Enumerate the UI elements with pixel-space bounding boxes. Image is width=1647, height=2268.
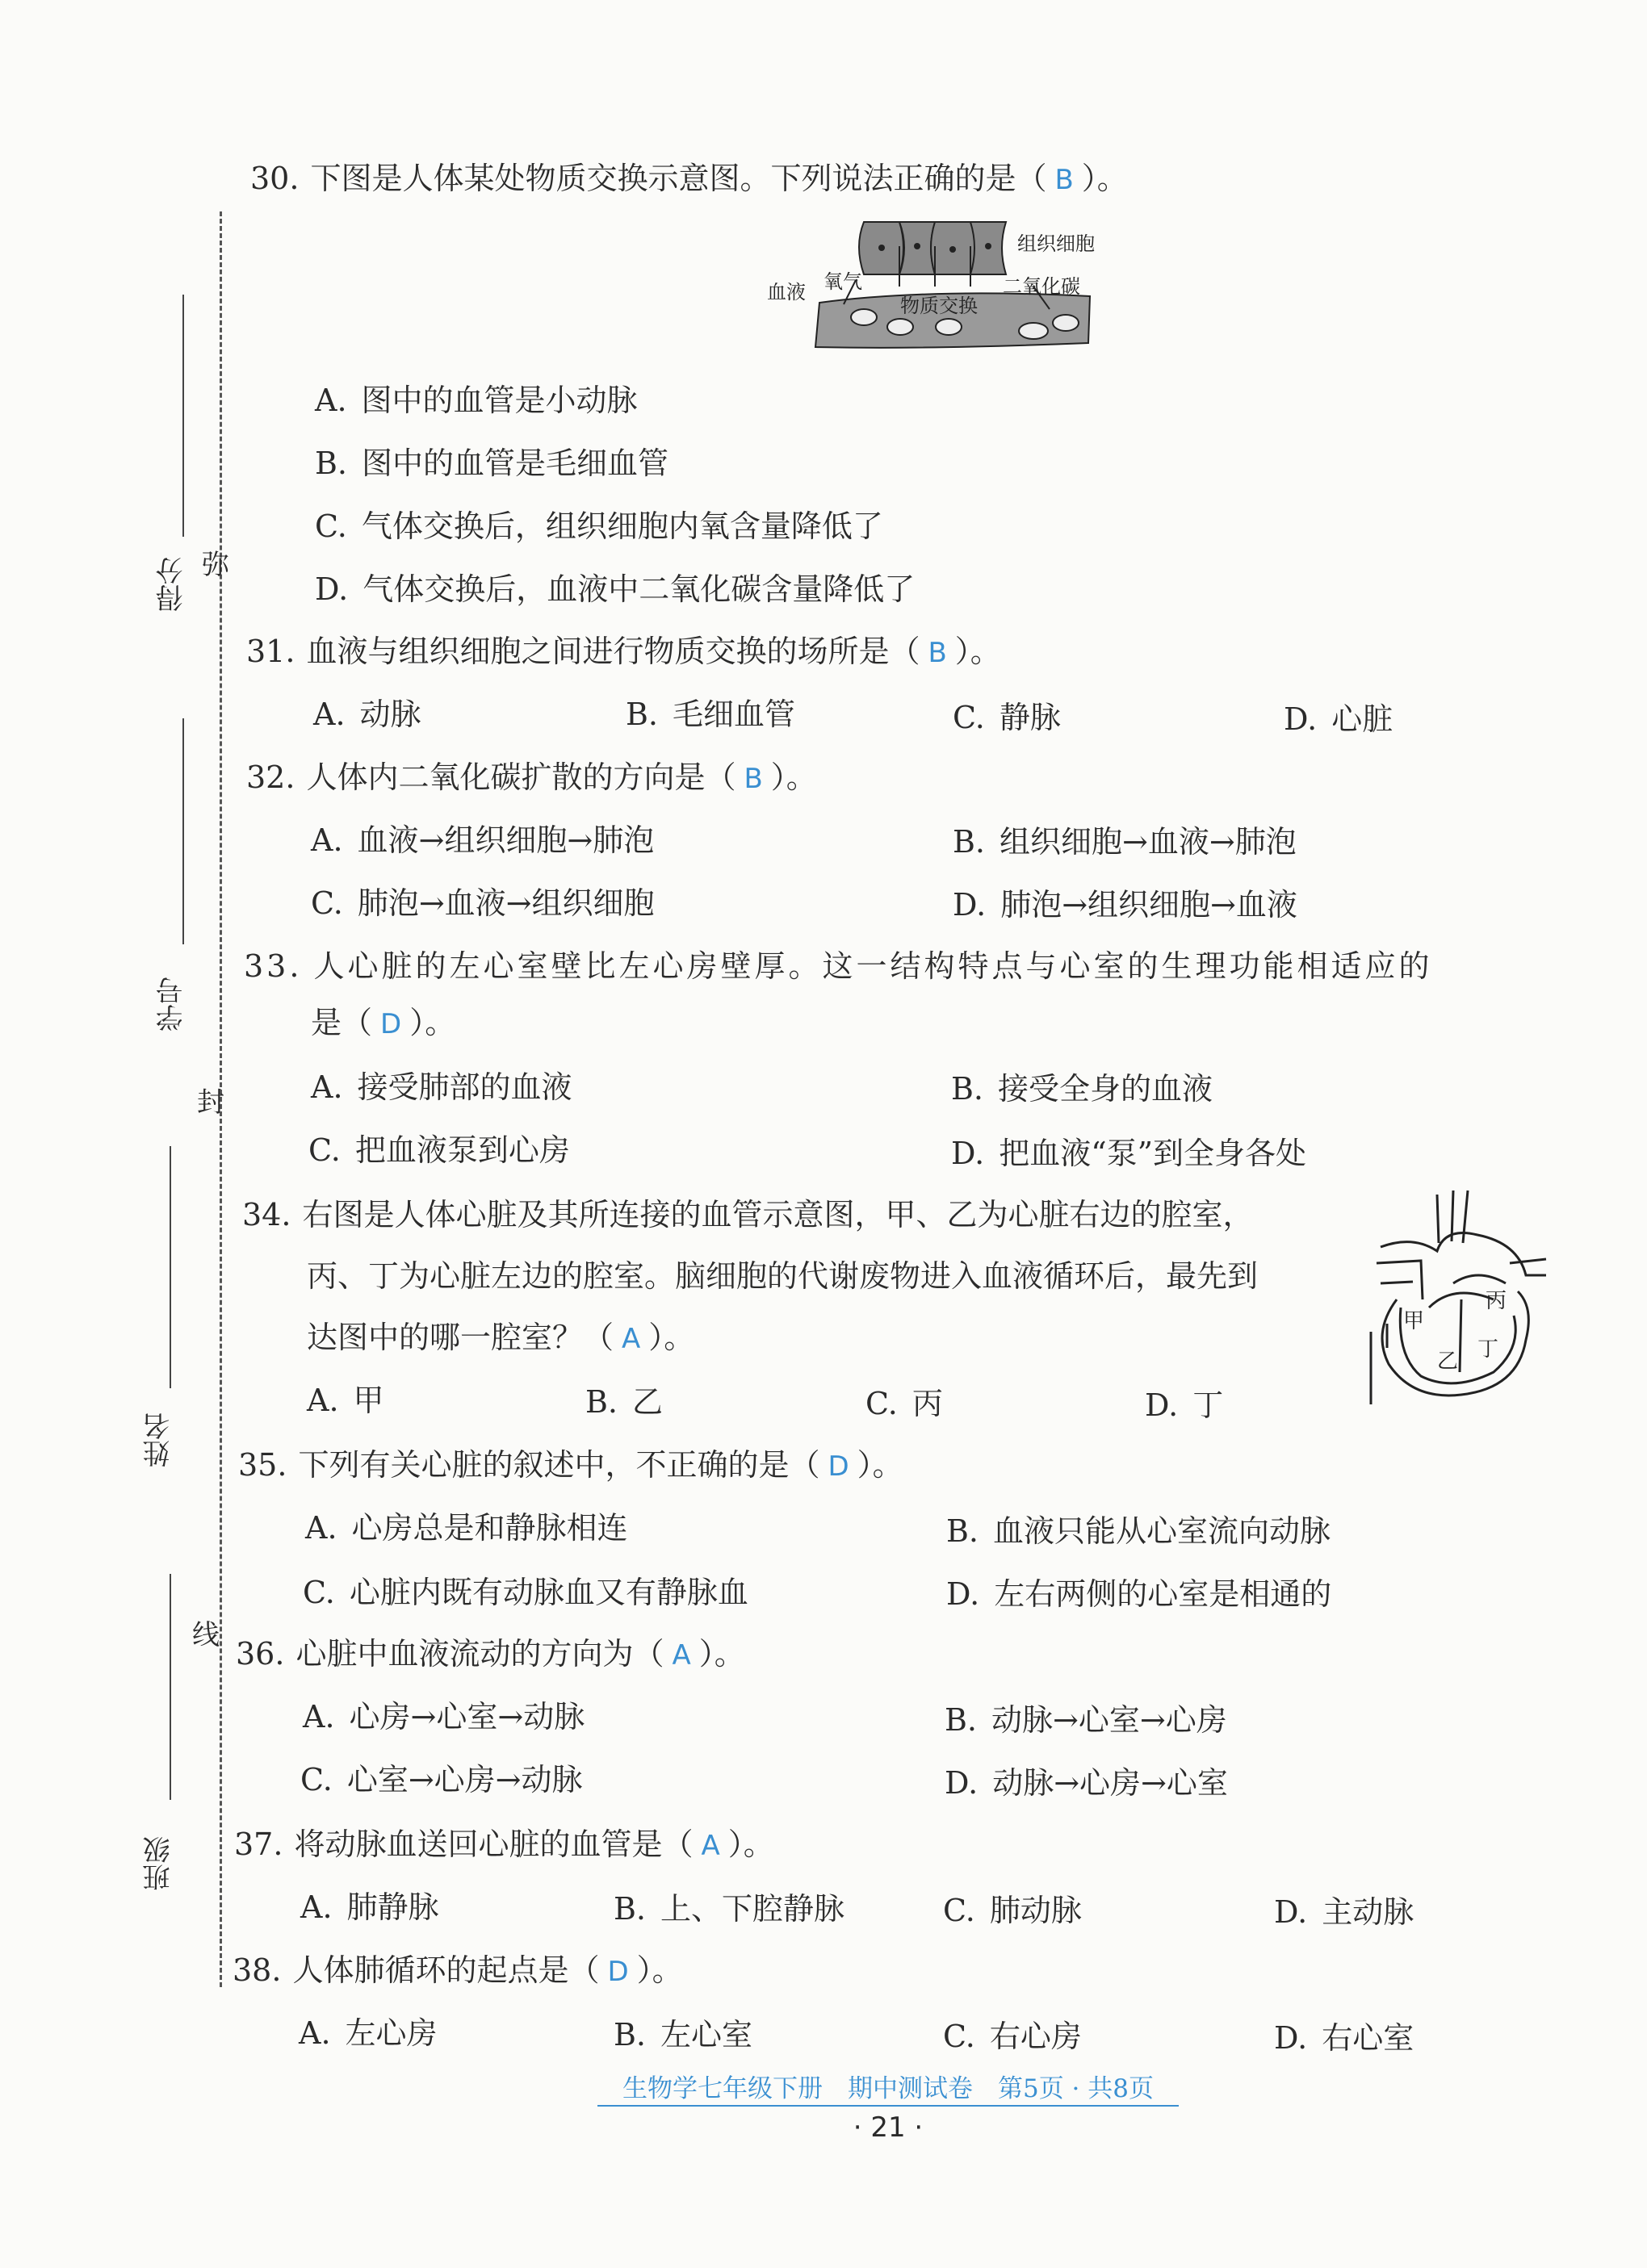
q30-option-a: A. 图中的血管是小动脉	[315, 383, 638, 418]
material-exchange-figure	[767, 214, 1106, 359]
question-36: 36. 心脏中血液流动的方向为（ A ）。	[236, 1636, 745, 1672]
tissue-cells	[859, 222, 1006, 287]
heart-label-ding: 丁	[1477, 1337, 1499, 1362]
q38-option-b: B. 左心室	[614, 2017, 753, 2052]
question-35: 35. 下列有关心脏的叙述中，不正确的是（ D ）。	[238, 1447, 903, 1483]
q33-option-c: C. 把血液泵到心房	[308, 1132, 570, 1168]
q33-option-d: D. 把血液“泵”到全身各处	[951, 1136, 1307, 1171]
q35-option-c: C. 心脏内既有动脉血又有静脉血	[303, 1575, 748, 1610]
q37-option-b: B. 上、下腔静脉	[614, 1891, 845, 1927]
question-33-line2: 是（ D ）。	[311, 1005, 456, 1040]
seal-char-xian: 线	[192, 1619, 220, 1651]
q30-option-d: D. 气体交换后，血液中二氧化碳含量降低了	[315, 571, 916, 607]
q32-option-a: A. 血液→组织细胞→肺泡	[311, 822, 655, 858]
q32-option-c: C. 肺泡→血液→组织细胞	[311, 885, 655, 921]
q34-option-c: C. 丙	[865, 1386, 943, 1421]
q38-option-a: A. 左心房	[299, 2015, 438, 2051]
q35-option-b: B. 血液只能从心室流向动脉	[946, 1513, 1331, 1549]
score-rule	[182, 295, 184, 537]
label-oxygen: 氧气	[824, 270, 862, 293]
question-30: 30. 下图是人体某处物质交换示意图。下列说法正确的是（ B ）。	[250, 161, 1128, 196]
id-rule	[182, 718, 184, 944]
answer: B	[1054, 164, 1074, 196]
name-label: 姓名	[143, 1412, 175, 1467]
heart-label-jia: 甲	[1403, 1309, 1425, 1333]
q38-option-d: D. 右心室	[1274, 2020, 1414, 2056]
footer-rule	[597, 2105, 1179, 2107]
footer-title: 生物学七年级下册 期中测试卷 第5页 · 共8页	[622, 2074, 1154, 2103]
question-37: 37. 将动脉血送回心脏的血管是（ A ）。	[234, 1827, 774, 1862]
q36-option-d: D. 动脉→心房→心室	[945, 1765, 1228, 1801]
q32-option-d: D. 肺泡→组织细胞→血液	[953, 887, 1297, 923]
question-31: 31. 血液与组织细胞之间进行物质交换的场所是（ B ）。	[246, 634, 1001, 669]
q37-option-c: C. 肺动脉	[943, 1893, 1082, 1928]
answer: D	[607, 1956, 629, 1988]
score-label: 得分	[156, 557, 188, 612]
seal-char-mi: 弥	[202, 549, 229, 581]
q32-option-b: B. 组织细胞→血液→肺泡	[953, 824, 1297, 860]
q36-option-b: B. 动脉→心室→心房	[945, 1702, 1227, 1738]
question-38: 38. 人体肺循环的起点是（ D ）。	[233, 1952, 683, 1988]
answer: B	[928, 637, 947, 669]
q31-option-c: C. 静脉	[953, 700, 1061, 735]
q30-option-b: B. 图中的血管是毛细血管	[315, 446, 669, 481]
answer: D	[380, 1008, 402, 1040]
name-rule	[170, 1146, 171, 1388]
page-number: · 21 ·	[853, 2111, 924, 2144]
q34-option-a: A. 甲	[307, 1383, 384, 1418]
heart-label-bing: 丙	[1486, 1289, 1507, 1313]
q37-option-d: D. 主动脉	[1274, 1894, 1414, 1930]
question-32: 32. 人体内二氧化碳扩散的方向是（ B ）。	[246, 759, 817, 795]
heart-figure	[1364, 1186, 1550, 1404]
q34-option-d: D. 丁	[1145, 1387, 1224, 1423]
q38-option-c: C. 右心房	[943, 2019, 1082, 2054]
answer: A	[672, 1639, 691, 1672]
q31-option-a: A. 动脉	[313, 697, 421, 732]
q35-option-d: D. 左右两侧的心室是相通的	[946, 1576, 1332, 1612]
q36-option-a: A. 心房→心室→动脉	[303, 1699, 585, 1734]
answer: A	[701, 1830, 720, 1862]
answer: B	[744, 763, 763, 795]
q30-option-c: C. 气体交换后，组织细胞内氧含量降低了	[315, 508, 883, 544]
q35-option-a: A. 心房总是和静脉相连	[305, 1510, 628, 1546]
class-label: 班级	[143, 1836, 175, 1891]
question-34-line2: 丙、丁为心脏左边的腔室。脑细胞的代谢废物进入血液循环后，最先到	[307, 1258, 1259, 1294]
class-rule	[170, 1574, 171, 1800]
q33-option-a: A. 接受肺部的血液	[311, 1069, 572, 1105]
question-33: 33. 人心脏的左心室壁比左心房壁厚。这一结构特点与心室的生理功能相适应的	[244, 948, 1433, 984]
id-label: 学号	[156, 977, 188, 1031]
q34-option-b: B. 乙	[585, 1384, 664, 1420]
question-34: 34. 右图是人体心脏及其所连接的血管示意图，甲、乙为心脏右边的腔室，	[242, 1197, 1254, 1232]
label-exchange: 物质交换	[900, 295, 978, 317]
q37-option-a: A. 肺静脉	[300, 1889, 439, 1925]
seal-char-feng: 封	[197, 1086, 224, 1119]
answer: A	[622, 1323, 641, 1355]
label-co2: 二氧化碳	[1003, 275, 1080, 298]
heart-label-yi: 乙	[1437, 1350, 1459, 1374]
answer: D	[828, 1450, 849, 1483]
q36-option-c: C. 心室→心房→动脉	[300, 1762, 583, 1797]
q31-option-b: B. 毛细血管	[626, 697, 796, 732]
question-34-line3: 达图中的哪一腔室？（ A ）。	[307, 1320, 695, 1355]
label-tissue-cells: 组织细胞	[1017, 232, 1095, 255]
q33-option-b: B. 接受全身的血液	[951, 1071, 1213, 1107]
q31-option-d: D. 心脏	[1284, 701, 1393, 737]
label-blood: 血液	[767, 281, 806, 303]
